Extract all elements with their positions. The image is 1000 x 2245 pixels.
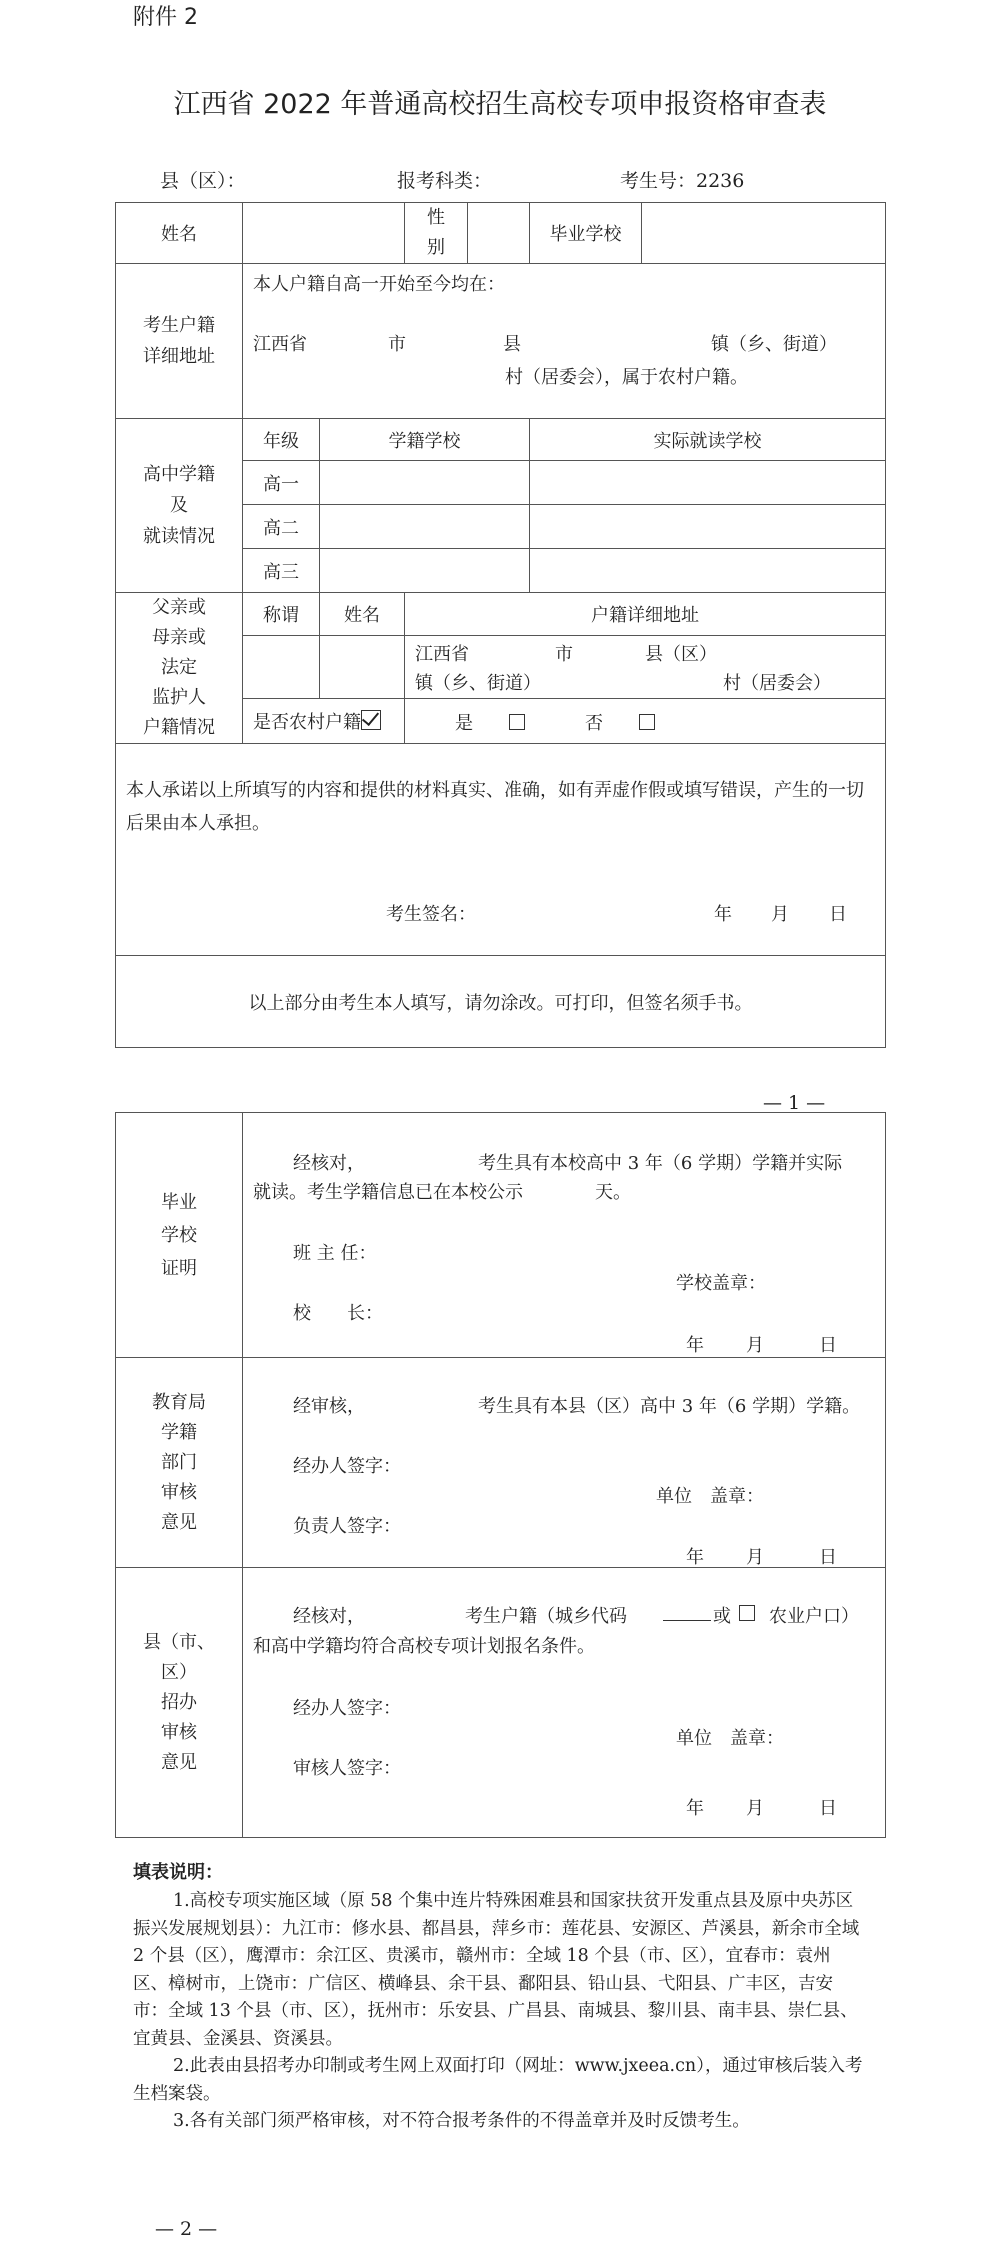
school-seal-label: 学校盖章： (676, 1273, 766, 1294)
actual-school-header: 实际就读学校 (530, 419, 886, 461)
name-field[interactable] (243, 203, 405, 264)
school-proof-cell[interactable] (243, 1113, 886, 1358)
page-title: 江西省 2022 年普通高校招生高校专项申报资格审查表 (173, 89, 827, 120)
gender-field[interactable] (468, 203, 530, 264)
no-checkbox-icon[interactable] (639, 714, 655, 730)
yes-checkbox-icon[interactable] (509, 714, 525, 730)
class-teacher-label: 班 主 任： (293, 1243, 377, 1264)
actual-school-2-field[interactable] (530, 505, 886, 549)
county-office-cell[interactable] (243, 1568, 886, 1838)
county-office-text3: 或 (713, 1606, 731, 1627)
parent-addr-header: 户籍详细地址 (405, 593, 886, 636)
county-office-text4: 农业户口） (769, 1606, 859, 1627)
note-item-3: 3.各有关部门须严格审核，对不符合报考条件的不得盖章并及时反馈考生。 (173, 2111, 750, 2131)
county-day: 日 (819, 1798, 837, 1819)
parent-name-field[interactable] (320, 635, 405, 698)
hukou-province: 江西省 (253, 334, 307, 355)
county-office-text2: 考生户籍（城乡代码 (465, 1606, 627, 1627)
actual-school-1-field[interactable] (530, 461, 886, 505)
parent-province: 江西省 (415, 643, 469, 665)
hukou-label: 考生户籍 详细地址 (116, 264, 243, 419)
edu-leader-label: 负责人签字： (293, 1516, 401, 1537)
parent-town: 镇（乡、街道） (415, 672, 541, 694)
county-month: 月 (746, 1798, 764, 1819)
principal-label: 校 长： (293, 1303, 383, 1324)
school-field[interactable] (642, 203, 886, 264)
county-office-text5: 和高中学籍均符合高校专项计划报名条件。 (253, 1636, 595, 1657)
pledge-sign-label: 考生签名： (386, 904, 476, 925)
highschool-label: 高中学籍 及 就读情况 (116, 419, 243, 593)
name-label: 姓名 (116, 203, 243, 264)
school-proof-month: 月 (746, 1335, 764, 1356)
edu-bureau-text2: 考生具有本县（区）高中 3 年（6 学期）学籍。 (478, 1396, 861, 1417)
county-office-label: 县（市、 区） 招办 审核 意见 (116, 1568, 243, 1838)
page-number-1: — 1 — (763, 1092, 826, 1114)
school-proof-text4: 天。 (595, 1182, 631, 1203)
grade-3: 高三 (243, 549, 320, 593)
pledge-cell (116, 744, 886, 956)
pledge-year: 年 (714, 904, 732, 925)
school-label: 毕业学校 (530, 203, 642, 264)
parent-village: 村（居委会） (723, 672, 831, 694)
page-number-2: — 2 — (155, 2218, 218, 2240)
reg-school-2-field[interactable] (320, 505, 530, 549)
reg-school-1-field[interactable] (320, 461, 530, 505)
parent-title-header: 称谓 (243, 593, 320, 636)
parent-title-field[interactable] (243, 635, 320, 698)
school-proof-text3: 就读。考生学籍信息已在本校公示 (253, 1182, 523, 1203)
edu-year: 年 (686, 1547, 704, 1568)
school-proof-day: 日 (819, 1335, 837, 1356)
edu-day: 日 (819, 1547, 837, 1568)
edu-bureau-cell[interactable] (243, 1358, 886, 1568)
fill-instructions (133, 1858, 863, 2136)
school-proof-label: 毕业 学校 证明 (116, 1113, 243, 1358)
self-fill-note: 以上部分由考生本人填写，请勿涂改。可打印，但签名须手书。 (116, 956, 886, 1048)
note-item-2: 2.此表由县招考办印制或考生网上双面打印（网址：www.jxeea.cn），通过审核后装入考生档案袋。 (133, 2056, 863, 2104)
hukou-address-cell[interactable] (243, 264, 886, 419)
subject-label: 报考科类： (397, 170, 493, 192)
rural-options (405, 699, 886, 744)
checked-checkbox-icon[interactable] (361, 710, 381, 730)
reg-school-3-field[interactable] (320, 549, 530, 593)
edu-seal-label: 单位 盖章： (656, 1486, 764, 1507)
edu-bureau-text1: 经审核， (293, 1396, 365, 1417)
qualification-form-table (115, 202, 886, 1048)
parent-label: 父亲或 母亲或 法定 监护人 户籍情况 (116, 593, 243, 744)
school-proof-year: 年 (686, 1335, 704, 1356)
hukou-town: 镇（乡、街道） (711, 334, 837, 355)
edu-handler-label: 经办人签字： (293, 1456, 401, 1477)
school-proof-text1: 经核对， (293, 1153, 365, 1174)
actual-school-3-field[interactable] (530, 549, 886, 593)
parent-address-cell[interactable] (405, 635, 886, 698)
rural-no-option[interactable]: 否 (585, 709, 655, 735)
hukou-line1: 本人户籍自高一开始至今均在： (253, 274, 505, 295)
county-label: 县（区）： (160, 170, 246, 192)
note-item-1: 1.高校专项实施区域（原 58 个集中连片特殊困难县和国家扶贫开发重点县及原中央苏区振兴发展规划县）：九江市：修水县、都昌县，萍乡市：莲花县、安源区、芦溪县，新余市全域 2 个县（区），鹰潭市：余江区、贵溪市，赣州市：全域 18 个县（市、区），宜春市：袁州区、樟树市，上饶市：广信区、横峰县、余干县、鄱阳县、铅山县、弋阳县、广丰区，吉安市：全域 13 个县（市、区），抚州市：乐安县、广昌县、南城县、黎川县、南丰县、崇仁县、宜黄县、金溪县、资溪县。 (133, 1891, 860, 2049)
county-handler-label: 经办人签字： (293, 1698, 401, 1719)
rural-question: 是否农村户籍 (243, 699, 405, 744)
notes-heading: 填表说明： (133, 1862, 223, 1883)
exam-number: 考生号：2236 (620, 170, 745, 192)
edu-month: 月 (746, 1547, 764, 1568)
parent-county: 县（区） (645, 643, 717, 665)
gender-label: 性 别 (405, 203, 468, 264)
area-code-blank[interactable] (663, 1620, 711, 1621)
hukou-village: 村（居委会），属于农村户籍。 (505, 367, 748, 388)
rural-hukou-checkbox-icon[interactable] (739, 1604, 755, 1625)
county-office-text1: 经核对， (293, 1606, 365, 1627)
pledge-text: 本人承诺以上所填写的内容和提供的材料真实、准确，如有弄虚作假或填写错误，产生的一切后果由本人承担。 (126, 780, 864, 834)
pledge-day: 日 (829, 904, 847, 925)
county-seal-label: 单位 盖章： (676, 1728, 784, 1749)
county-reviewer-label: 审核人签字： (293, 1758, 401, 1779)
school-proof-text2: 考生具有本校高中 3 年（6 学期）学籍并实际 (478, 1153, 843, 1174)
attachment-label: 附件 2 (133, 5, 198, 30)
reg-school-header: 学籍学校 (320, 419, 530, 461)
grade-2: 高二 (243, 505, 320, 549)
county-year: 年 (686, 1798, 704, 1819)
parent-city: 市 (555, 643, 573, 665)
pledge-month: 月 (771, 904, 789, 925)
edu-bureau-label: 教育局 学籍 部门 审核 意见 (116, 1358, 243, 1568)
hukou-county: 县 (503, 334, 521, 355)
review-table (115, 1112, 886, 1838)
grade-1: 高一 (243, 461, 320, 505)
hukou-city: 市 (388, 334, 406, 355)
rural-yes-option[interactable]: 是 (455, 709, 525, 735)
parent-name-header: 姓名 (320, 593, 405, 636)
grade-header: 年级 (243, 419, 320, 461)
